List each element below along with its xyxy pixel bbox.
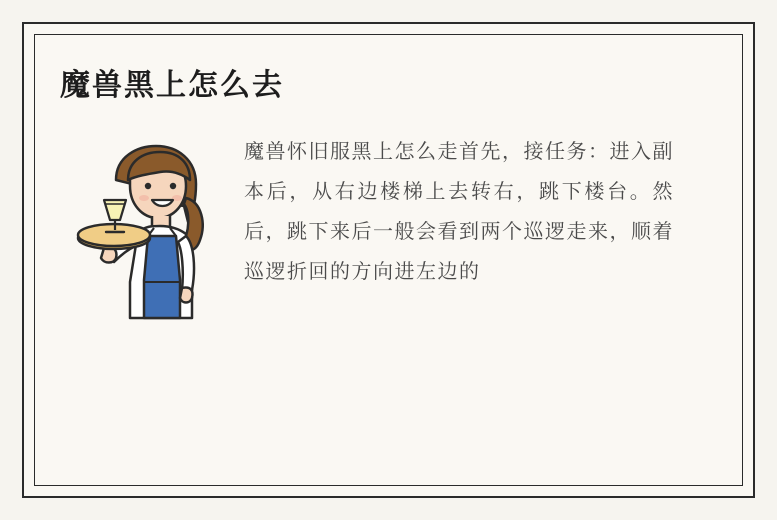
waitress-holding-tray-icon — [60, 132, 220, 332]
article-card — [22, 22, 755, 498]
article-body: 魔兽怀旧服黑上怎么走首先，接任务：进入副本后，从右边楼梯上去转右，跳下楼台。然后，跳下来后一般会看到两个巡逻走来，顺着巡逻折回的方向进左边的 — [244, 141, 674, 283]
page-title: 魔兽黑上怎么去 — [60, 69, 284, 102]
article-content — [60, 132, 717, 332]
